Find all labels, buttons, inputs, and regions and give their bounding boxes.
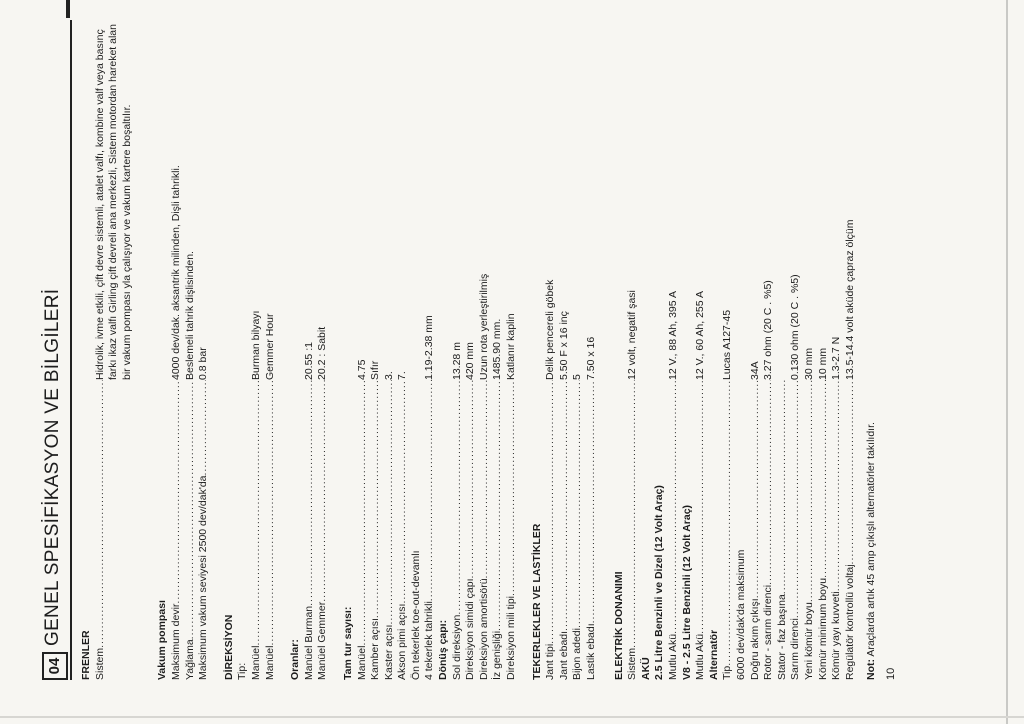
battery-v8-title: V8 - 2.5 Litre Benzinli (12 Volt Araç) bbox=[680, 504, 693, 680]
spec-label: Sarım direnci bbox=[789, 618, 802, 680]
spec-row bbox=[844, 20, 858, 680]
spec-label: Direksiyon mili tipi bbox=[505, 595, 518, 680]
header-rule-end bbox=[66, 0, 70, 18]
spec-row bbox=[264, 20, 278, 680]
spec-value: 12 V., 88 Ah, 395 A bbox=[666, 291, 679, 380]
spec-value: 12 V., 60 Ah, 255 A bbox=[694, 291, 707, 380]
footnote bbox=[865, 20, 879, 680]
spec-label: Sistem bbox=[626, 647, 639, 680]
steering-type-label: Tip: bbox=[236, 662, 249, 680]
spec-label: Maksimum devir bbox=[169, 603, 182, 680]
spec-value: 20.2 : Sabit bbox=[316, 326, 329, 380]
spec-row bbox=[667, 20, 681, 680]
spec-value: 420 mm bbox=[464, 342, 477, 380]
spec-label: Akson pimi açısı bbox=[396, 603, 409, 680]
spec-row bbox=[356, 20, 370, 680]
spec-row bbox=[544, 20, 558, 680]
spec-value: 7. bbox=[396, 371, 409, 380]
spec-label: Kamber açısı bbox=[369, 618, 382, 680]
spec-value: 1.3-2.7 N bbox=[830, 336, 843, 380]
spec-value: 3. bbox=[382, 371, 395, 380]
spec-value: Burman bilyayı bbox=[249, 310, 262, 380]
spec-label: Tip bbox=[721, 665, 734, 680]
spec-value: 4.75 bbox=[355, 359, 368, 380]
spec-label: Regülatör kontrollü voltaj bbox=[843, 564, 856, 680]
spec-value: Hidrolik, ivme etkili, çift devre sistemli, atalet valfı, kombine valf veya basınç farkı ikaz valfı Girling çift devreli ana merkezli, Sistem motordan hareket alan bir vakum pompası yla çalışıyor ve vakum kartere boşaltılır. bbox=[93, 24, 133, 380]
spec-label: Kömür yayı kuvveti bbox=[830, 591, 843, 680]
spec-row bbox=[369, 20, 383, 680]
spec-row bbox=[250, 20, 264, 680]
spec-value: 30 mm bbox=[802, 347, 815, 380]
spec-content bbox=[80, 20, 898, 680]
spec-row bbox=[817, 20, 831, 680]
page-title: GENEL SPESİFİKASYON VE BİLGİLERİ bbox=[42, 288, 63, 646]
spec-label: Maksimum vakum seviyesi 2500 dev/dak'da bbox=[197, 475, 210, 680]
spec-value: 7.50 x 16 bbox=[585, 336, 597, 380]
section-title-wheels-tyres: TEKERLEKLER VE LASTİKLER bbox=[530, 523, 543, 680]
spec-row bbox=[303, 20, 317, 680]
spec-plain-line: Ön tekerlek toe-out-devamlı bbox=[409, 550, 422, 680]
spec-row bbox=[626, 20, 640, 680]
spec-row bbox=[694, 20, 708, 680]
spec-label: Direksiyon simidi çapı bbox=[464, 578, 477, 680]
page-number: 10 bbox=[884, 667, 897, 680]
spec-row bbox=[803, 20, 817, 680]
spec-value: Sıfır bbox=[369, 360, 382, 380]
spec-label: Yağlama bbox=[183, 639, 196, 680]
spec-row bbox=[316, 20, 330, 680]
spec-row bbox=[721, 20, 735, 680]
section-title-brakes: FRENLER bbox=[80, 630, 92, 680]
spec-row bbox=[464, 20, 478, 680]
spec-label: Direksiyon amortisörü bbox=[477, 578, 490, 680]
spec-value: Delik pencereli göbek bbox=[544, 279, 557, 380]
spec-row bbox=[478, 20, 492, 680]
spec-label: Sol direksiyon bbox=[450, 614, 463, 680]
spec-row bbox=[571, 20, 585, 680]
spec-value: 34A bbox=[748, 361, 761, 380]
spec-value: 5.50 F x 16 inç bbox=[557, 311, 570, 380]
spec-row bbox=[585, 20, 599, 680]
spec-value: 10 mm bbox=[816, 347, 829, 380]
spec-value: 12 volt, negatif şasi bbox=[626, 290, 639, 380]
scan-edge-bottom bbox=[0, 716, 1024, 718]
spec-value: 1485.90 mm. bbox=[491, 318, 504, 380]
battery-title: AKÜ bbox=[639, 657, 652, 680]
battery-petrol-diesel-title: 2.5 Litre Benzinli ve Dizel (12 Volt Araç) bbox=[653, 485, 666, 680]
spec-value: 13.28 m bbox=[450, 342, 463, 380]
spec-value: Uzun rota yerleştirilmiş bbox=[477, 273, 490, 380]
spec-row bbox=[396, 20, 410, 680]
spec-value: Katlanır kaplin bbox=[505, 313, 518, 380]
spec-plain-line: 6000 dev/dak'da maksimum bbox=[734, 549, 747, 680]
spec-label: Stator - faz başına bbox=[775, 594, 788, 680]
chapter-number: 04 bbox=[42, 652, 68, 680]
spec-label: Bijon adedi bbox=[571, 628, 584, 680]
section-title-full-turns: Tam tur sayısı: bbox=[341, 606, 354, 680]
spec-value: 3.27 ohm (20 C . %5) bbox=[762, 280, 775, 380]
spec-row bbox=[184, 20, 198, 680]
alternator-title: Alternatör bbox=[707, 629, 720, 680]
spec-label: Manüel bbox=[249, 645, 262, 680]
spec-row bbox=[789, 20, 803, 680]
section-title-vacuum-pump: Vakum pompası bbox=[156, 600, 169, 680]
section-title-electrical: ELEKTRİK DONANIMI bbox=[612, 571, 625, 680]
section-title-ratios: Oranlar: bbox=[289, 639, 302, 680]
spec-value: 13.5-14.4 volt aküde çapraz ölçüm bbox=[843, 219, 856, 380]
spec-value: 0.130 ohm (20 C . %5) bbox=[789, 274, 802, 380]
spec-label: Sistem bbox=[93, 647, 106, 680]
spec-label: 4 tekerlek tahrikli bbox=[423, 601, 436, 680]
spec-row bbox=[423, 20, 437, 680]
spec-row bbox=[94, 20, 135, 680]
spec-row bbox=[762, 20, 776, 680]
spec-row bbox=[749, 20, 763, 680]
spec-value: 20.55 :1 bbox=[302, 342, 315, 380]
spec-label: Doğru akım çıkışı bbox=[748, 598, 761, 680]
spec-label: Mutlu Akü bbox=[694, 633, 707, 680]
footnote-key: Not: bbox=[865, 659, 878, 680]
spec-label: Manüel Gemmer bbox=[316, 601, 329, 680]
spec-row bbox=[170, 20, 184, 680]
spec-label: Lastik ebadı bbox=[585, 623, 597, 680]
spec-label: Yeni kömür boyu bbox=[802, 602, 815, 680]
spec-label: Kömür minimum boyu bbox=[816, 577, 829, 680]
spec-label: Manüel bbox=[263, 645, 276, 680]
spec-row bbox=[451, 20, 465, 680]
spec-label: Manüel Burman bbox=[302, 605, 315, 680]
page-header bbox=[40, 20, 72, 680]
spec-value: 5 bbox=[571, 374, 584, 380]
spec-label: Manüel bbox=[355, 645, 368, 680]
spec-label: Kaster açısı bbox=[382, 624, 395, 680]
spec-label: Jant ebadı bbox=[557, 630, 570, 680]
section-title-steering: DİREKSİYON bbox=[222, 614, 235, 680]
spec-row bbox=[776, 20, 790, 680]
spec-row bbox=[505, 20, 519, 680]
spec-value: 1.19-2.38 mm bbox=[423, 315, 436, 380]
spec-label: Jant tipi bbox=[544, 643, 557, 680]
spec-row bbox=[830, 20, 844, 680]
rotated-page-content bbox=[40, 10, 980, 700]
spec-row bbox=[491, 20, 505, 680]
spec-value: 4000 dev/dak. aksantrik milinden, Dişli tahrikli. bbox=[169, 165, 182, 380]
spec-label: Rotor - sarım direnci bbox=[762, 584, 775, 680]
turning-circle-title: Dönüş çapı: bbox=[437, 619, 450, 680]
spec-value: Gemmer Hour bbox=[263, 313, 276, 380]
spec-value: 0.8 bar bbox=[197, 347, 210, 380]
spec-row bbox=[558, 20, 572, 680]
spec-value: Lucas A127-45 bbox=[721, 309, 734, 380]
spec-row bbox=[197, 20, 211, 680]
spec-label: İz genişliği bbox=[491, 630, 504, 680]
scan-edge bbox=[1006, 0, 1008, 724]
spec-value: Beslemeli tahrik dişlisinden. bbox=[183, 251, 196, 380]
spec-row bbox=[383, 20, 397, 680]
footnote-text: Araçlarda artık 45 amp çıkışlı alternatörler takılıdır. bbox=[865, 422, 878, 657]
spec-label: Mutlu Akü bbox=[666, 633, 679, 680]
